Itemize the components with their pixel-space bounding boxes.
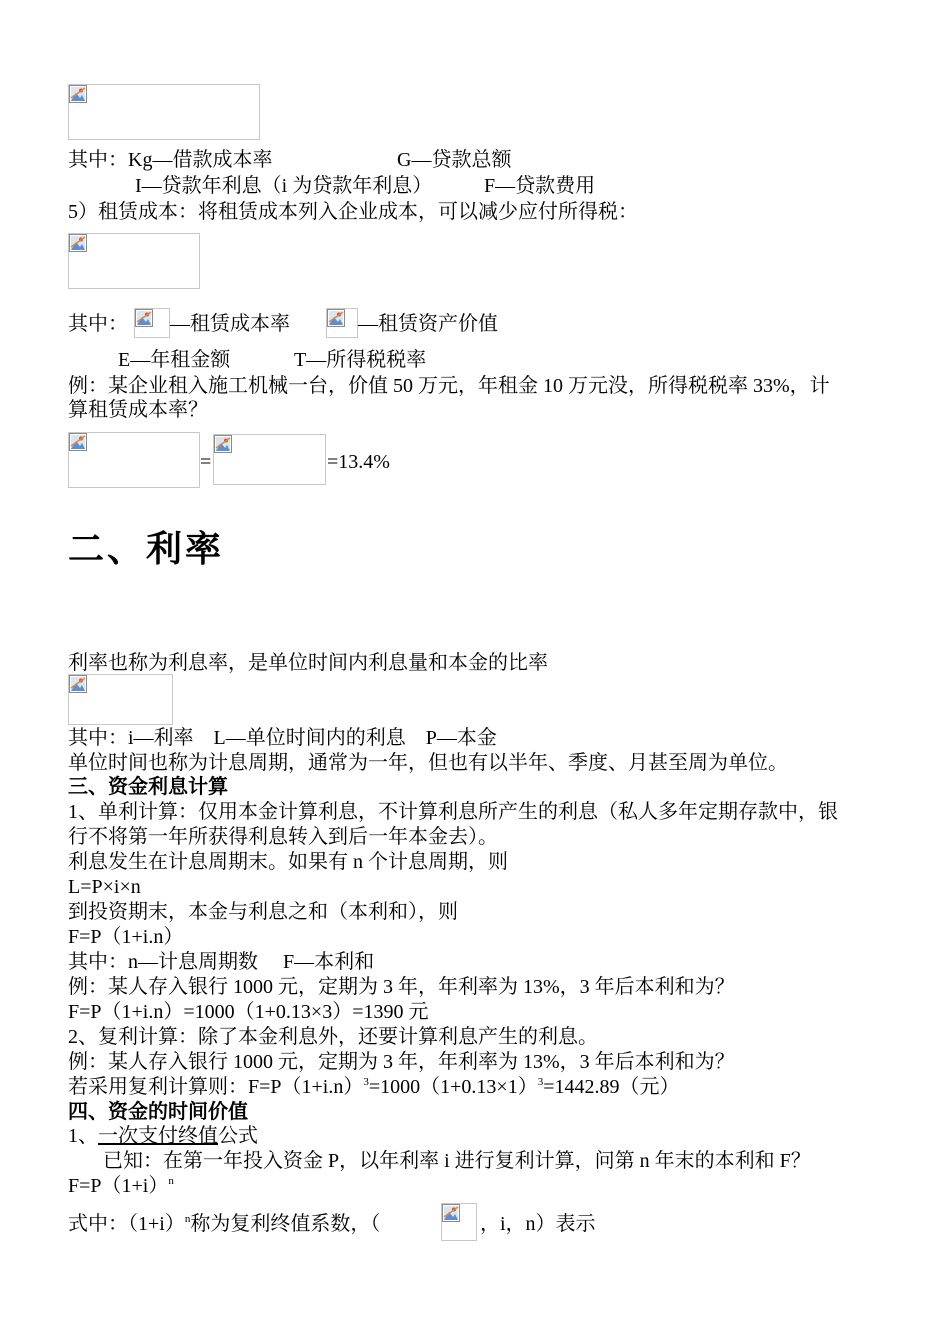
broken-image-icon	[442, 1204, 460, 1222]
text-line: 到投资期末，本金与利息之和（本利和），则	[68, 901, 458, 923]
text-line: F=P（1+i.n）=1000（1+0.13×3）=1390 元	[68, 1001, 429, 1023]
text-line: —租赁成本率	[170, 313, 290, 335]
text-line: =	[200, 451, 212, 473]
broken-image-icon	[69, 85, 87, 103]
section-heading: 三、资金利息计算	[68, 776, 228, 798]
text-line: E—年租金额	[118, 349, 231, 371]
text-line: 2、复利计算：除了本金利息外，还要计算利息产生的利息。	[68, 1026, 598, 1048]
text-line: L=P×i×n	[68, 876, 141, 898]
text-line: —租赁资产价值	[358, 313, 498, 335]
text-segment: 公式	[218, 1125, 258, 1147]
underlined-term: 一次支付终值	[98, 1125, 218, 1147]
text-line: G—贷款总额	[397, 149, 512, 171]
text-segment: 称为复利终值系数，（	[190, 1213, 381, 1235]
text-line: =13.4%	[327, 451, 390, 473]
symbol-image-k	[134, 308, 170, 338]
formula-image-1	[68, 84, 260, 140]
superscript: n	[168, 1175, 174, 1187]
text-line: 其中：n—计息周期数 F—本利和	[68, 951, 375, 973]
text-line: 其中：Kg—借款成本率	[68, 149, 273, 171]
text-line: 其中：	[68, 313, 128, 335]
superscript: n	[184, 1213, 191, 1225]
formula-image-3	[68, 432, 200, 488]
text-line: 5）租赁成本：将租赁成本列入企业成本，可以减少应付所得税：	[68, 201, 638, 223]
text-segment: =1000（1+0.13×1）	[368, 1076, 538, 1098]
text-segment: F=P（1+i）	[68, 1175, 169, 1197]
formula-image-2	[68, 233, 200, 289]
text-segment: 式中：（1+i）	[68, 1213, 185, 1235]
text-segment: 1、	[68, 1125, 98, 1147]
text-segment: =1442.89（元）	[543, 1076, 680, 1098]
text-line: 单位时间也称为计息周期，通常为一年，但也有以半年、季度、月甚至周为单位。	[68, 752, 788, 774]
text-line: 算租赁成本率？	[68, 399, 208, 421]
text-line: 例：某人存入银行 1000 元，定期为 3 年，年利率为 13%，3 年后本利和为？	[68, 1051, 735, 1073]
text-line: 例：某企业租入施工机械一台，价值 50 万元，年租金 10 万元没，所得税税率 33%，计	[68, 375, 830, 397]
text-line: 例：某人存入银行 1000 元，定期为 3 年，年利率为 13%，3 年后本利和为？	[68, 976, 735, 998]
broken-image-icon	[214, 435, 232, 453]
symbol-image-p	[326, 308, 358, 338]
broken-image-icon	[69, 675, 87, 693]
text-line: 已知：在第一年投入资金 P，以年利率 i 进行复利计算，问第 n 年末的本利和 F？	[103, 1150, 811, 1172]
text-segment: 若采用复利计算则：F=P（1+i.n）	[68, 1076, 364, 1098]
text-line	[68, 1212, 380, 1236]
text-line: 利息发生在计息周期末。如果有 n 个计息周期，则	[68, 851, 508, 873]
superscript: 3	[537, 1076, 544, 1088]
text-line	[68, 1124, 258, 1148]
text-line: F=P（1+i.n）	[68, 926, 184, 948]
text-line: 行不将第一年所获得利息转入到后一年本金去）。	[68, 826, 498, 848]
formula-image-4	[213, 434, 326, 485]
text-line: I—贷款年利息（i 为贷款年利息）	[135, 175, 433, 197]
broken-image-icon	[327, 309, 345, 327]
text-line: T—所得税税率	[294, 349, 427, 371]
text-line: 1、单利计算：仅用本金计算利息，不计算利息所产生的利息（私人多年定期存款中，银	[68, 801, 838, 823]
symbol-image-fp	[441, 1203, 477, 1241]
text-line: ，i，n）表示	[480, 1213, 596, 1235]
text-line: F—贷款费用	[484, 175, 596, 197]
broken-image-icon	[135, 309, 153, 327]
text-line: 其中：i—利率 L—单位时间内的利息 P—本金	[68, 727, 497, 749]
section-heading: 四、资金的时间价值	[68, 1101, 248, 1123]
broken-image-icon	[69, 234, 87, 252]
formula-image-5	[68, 674, 173, 725]
broken-image-icon	[69, 433, 87, 451]
superscript: 3	[363, 1076, 369, 1088]
section-heading: 二、利率	[68, 529, 225, 570]
text-line: 利率也称为利息率，是单位时间内利息量和本金的比率	[68, 652, 548, 674]
text-line	[68, 1174, 174, 1198]
text-line	[68, 1075, 680, 1099]
